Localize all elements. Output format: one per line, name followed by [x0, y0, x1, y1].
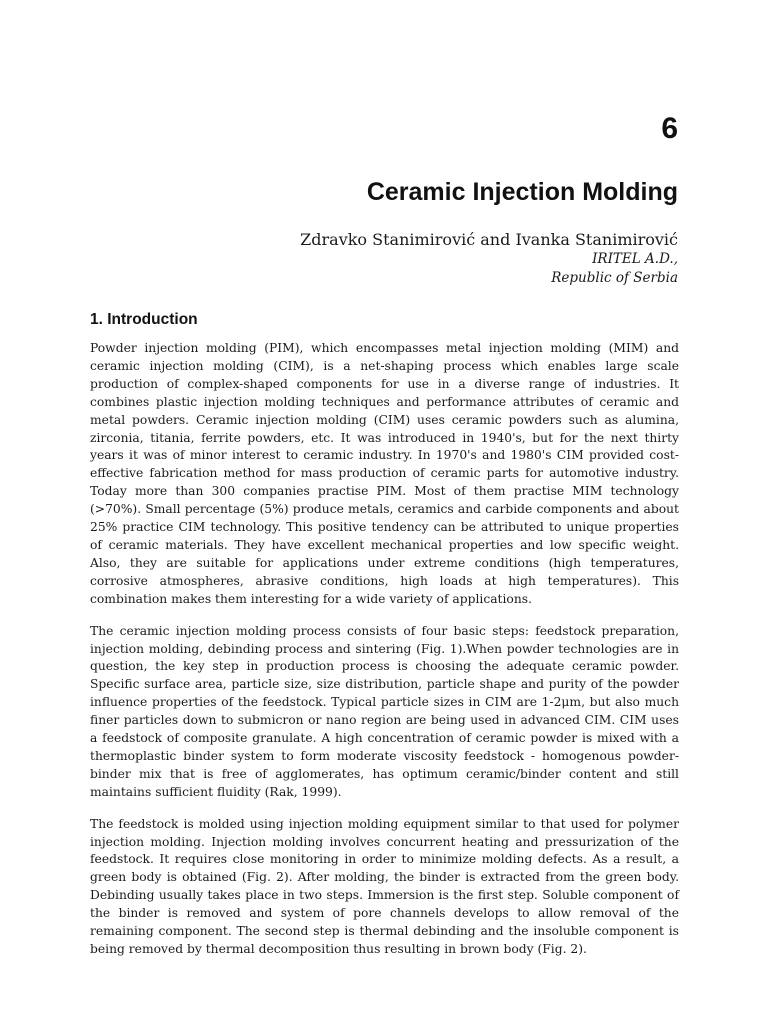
paragraph-2: The ceramic injection molding process consists of four basic steps: feedstock preparation, injection molding, debinding process and sintering (Fig. 1).When powder technologies are in question, the key step in production process is choosing the adequate ceramic powder. Specific surface area, particle size, size distribution, particle shape and purity of the powder influence properties of the feedstock. Typical particle sizes in CIM are 1-2μm, but also much finer particles down to submicron or nano region are being used in advanced CIM. CIM uses a feedstock of composite granulate. A high concentration of ceramic powder is mixed with a thermoplastic binder system to form moderate viscosity feedstock - homogenous powder-binder mix that is free of agglomerates, has optimum ceramic/binder content and still maintains sufficient fluidity (Rak, 1999). — [90, 623, 679, 799]
chapter-title: Ceramic Injection Molding — [366, 178, 678, 206]
paragraph-1: Powder injection molding (PIM), which encompasses metal injection molding (MIM) and ceramic injection molding (CIM), is a net-shaping process which enables large scale production of complex-shaped components for use in a diverse range of industries. It combines plastic injection molding techniques and performance attributes of ceramic and metal powders. Ceramic injection molding (CIM) uses ceramic powders such as alumina, zirconia, titania, ferrite powders, etc. It was introduced in 1940's, but for the next thirty years it was of minor interest to ceramic industry. In 1970's and 1980's CIM provided cost-effective fabrication method for mass production of ceramic parts for automotive industry. Today more than 300 companies practise PIM. Most of them practise MIM technology (>70%). Small percentage (5%) produce metals, ceramics and carbide components and about 25% practice CIM technology. This positive tendency can be attributed to unique properties of ceramic materials. They have excellent mechanical properties and low specific weight. Also, they are suitable for applications under extreme conditions (high temperatures, corrosive atmospheres, abrasive conditions, high loads at high temperatures). This combination makes them interesting for a wide variety of applications. — [90, 341, 679, 606]
chapter-number: 6 — [661, 112, 678, 145]
section-heading: 1. Introduction — [90, 311, 198, 328]
affiliation-organization: IRITEL A.D., — [592, 251, 678, 267]
paragraph-3: The feedstock is molded using injection molding equipment similar to that used for polymer injection molding. Injection molding involves concurrent heating and pressurization of the feedstock. It requires close monitoring in order to minimize molding defects. As a result, a green body is obtained (Fig. 2). After molding, the binder is extracted from the green body. Debinding usually takes place in two steps. Immersion is the first step. Soluble component of the binder is removed and system of pore channels develops to allow removal of the remaining component. The second step is thermal debinding and the insoluble component is being removed by thermal decomposition thus resulting in brown body (Fig. 2). — [90, 816, 679, 956]
authors: Zdravko Stanimirović and Ivanka Stanimirović — [300, 230, 678, 249]
body-text — [90, 340, 679, 973]
affiliation-country: Republic of Serbia — [551, 270, 678, 286]
